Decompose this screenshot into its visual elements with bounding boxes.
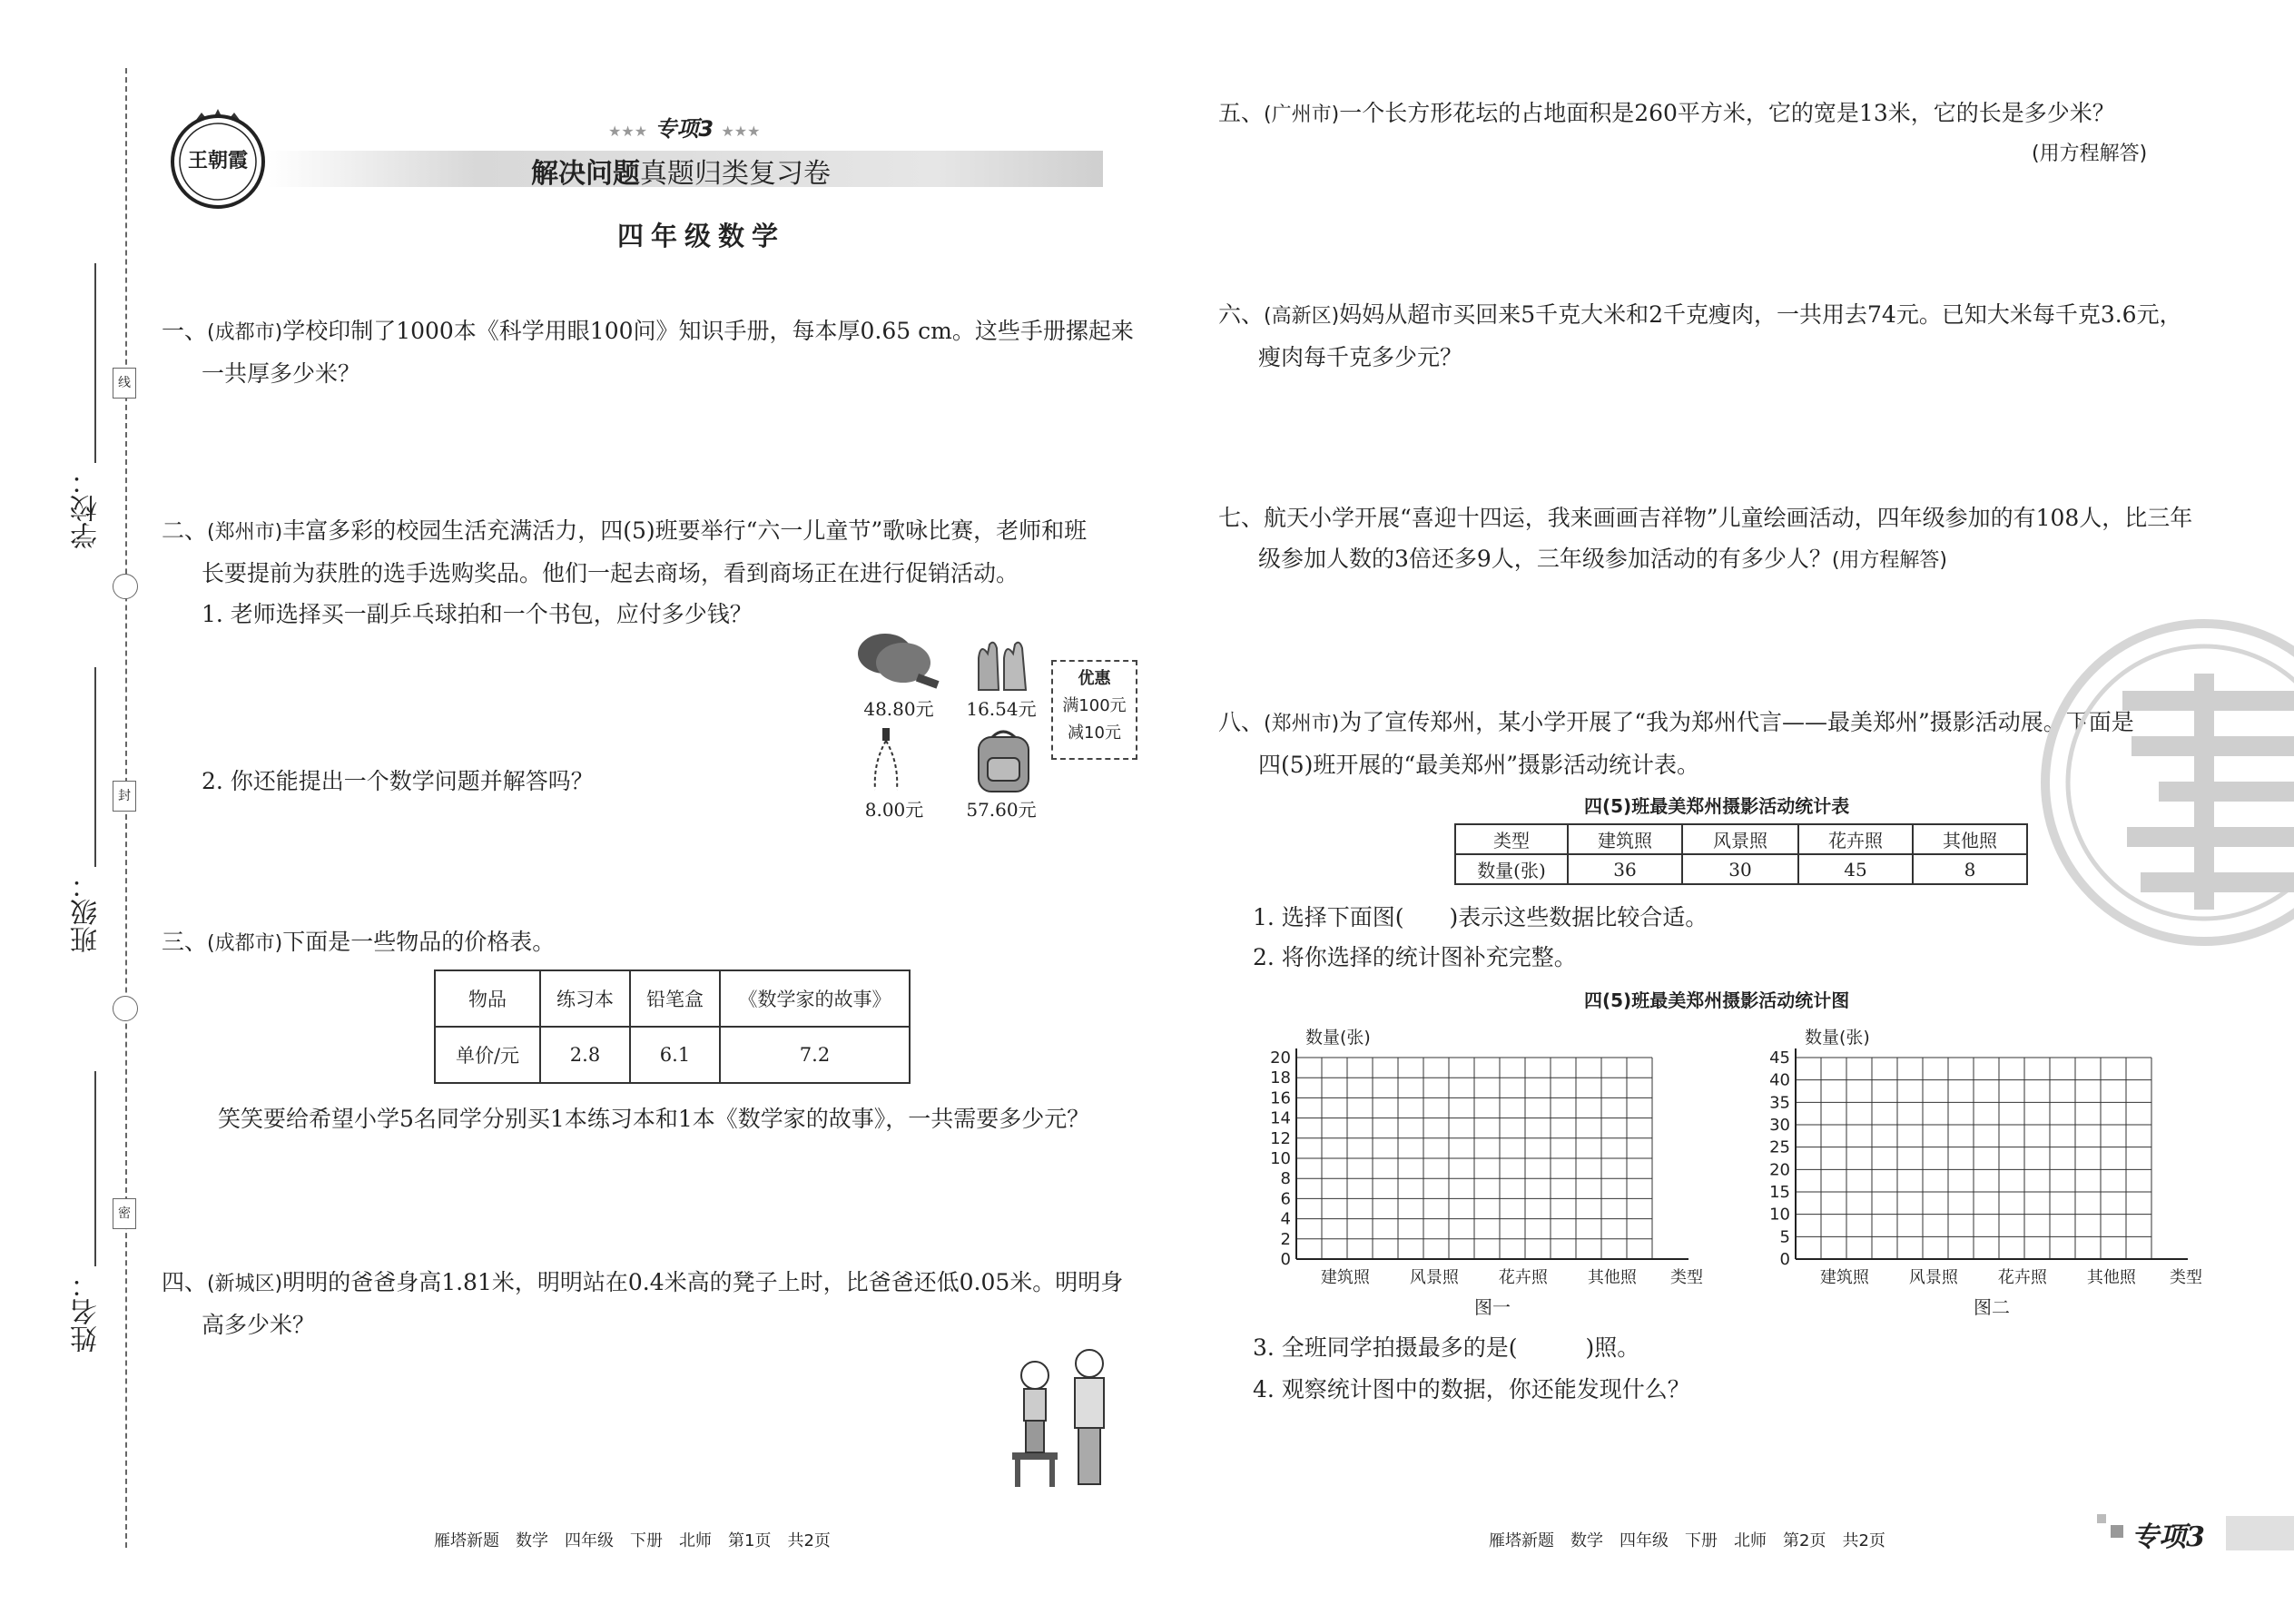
binding-hole-icon: [113, 996, 138, 1021]
question-7: 七、航天小学开展“喜迎十四运，我来画画吉祥物”儿童绘画活动，四年级参加的有108人，比三年 级参加人数的3倍还多9人，三年级参加活动的有多少人？(用方程解答): [1218, 505, 2193, 572]
class-field-line[interactable]: [94, 667, 96, 867]
y-tick-label: 8: [1280, 1169, 1291, 1189]
price-label: 57.60元: [966, 799, 1037, 821]
corner-topic-label: 专项3: [2132, 1521, 2205, 1553]
table-cell: 单价/元: [435, 1027, 540, 1083]
table-cell: 类型: [1455, 824, 1568, 854]
question-8-sub4: 4. 观察统计图中的数据，你还能发现什么？: [1253, 1376, 1690, 1403]
y-tick-label: 40: [1769, 1070, 1790, 1090]
y-tick-label: 45: [1769, 1048, 1790, 1068]
question-1: 一、(成都市)学校印制了1000本《科学用眼100问》知识手册，每本厚0.65 cm。这些手册摞起来 一共厚多少米？: [162, 318, 1134, 387]
y-tick-label: 35: [1769, 1093, 1790, 1113]
price-label: 8.00元: [864, 799, 924, 821]
paper-title: 解决问题真题归类复习卷: [531, 158, 831, 190]
table-cell: 物品: [435, 970, 540, 1027]
star-icon: ★★★: [608, 123, 648, 140]
table-cell: 2.8: [540, 1027, 630, 1083]
question-2-sub2: 2. 你还能提出一个数学问题并解答吗？: [202, 768, 594, 794]
y-tick-label: 2: [1280, 1229, 1291, 1249]
star-icon: ★★★: [721, 123, 761, 140]
table-cell: 7.2: [720, 1027, 910, 1083]
table-cell: 6.1: [630, 1027, 720, 1083]
binding-mark-secret: 密: [113, 1198, 136, 1229]
x-tick-label: 建筑照: [1320, 1268, 1370, 1287]
x-tick-label: 风景照: [1409, 1268, 1459, 1287]
y-tick-label: 30: [1769, 1116, 1790, 1135]
corner-tab: [2226, 1516, 2294, 1550]
table-cell: 36: [1568, 854, 1682, 884]
secret-seal-watermark: [2023, 619, 2294, 955]
table-cell: 铅笔盒: [630, 970, 720, 1027]
y-tick-label: 15: [1769, 1183, 1790, 1202]
price-label: 48.80元: [863, 698, 934, 720]
logo-text: 王朝霞: [187, 150, 248, 172]
question-8-sub2: 2. 将你选择的统计图补充完整。: [1253, 944, 1577, 970]
table-cell: 建筑照: [1568, 824, 1682, 854]
table-cell: 数量(张): [1455, 854, 1568, 884]
y-tick-label: 20: [1769, 1160, 1790, 1180]
x-tick-label: 其他照: [1587, 1268, 1637, 1287]
chart-caption: 图一: [1474, 1296, 1511, 1318]
table-cell: 花卉照: [1798, 824, 1913, 854]
y-tick-label: 10: [1769, 1205, 1790, 1225]
school-label: 学校：: [71, 468, 103, 549]
corner-decoration: [2097, 1514, 2106, 1523]
y-tick-label: 0: [1779, 1250, 1790, 1269]
x-axis-label: 类型: [1670, 1268, 1703, 1287]
table-cell: 8: [1913, 854, 2027, 884]
question-8-sub3: 3. 全班同学拍摄最多的是( )照。: [1253, 1334, 1640, 1361]
table-cell: 其他照: [1913, 824, 2027, 854]
y-tick-label: 18: [1270, 1068, 1291, 1088]
question-3: 三、(成都市)下面是一些物品的价格表。: [162, 929, 556, 955]
gloves-icon: [971, 635, 1035, 698]
x-axis-label: 类型: [2170, 1268, 2202, 1287]
binding-mark-line: 线: [113, 368, 136, 399]
table-cell: 《数学家的故事》: [720, 970, 910, 1027]
promo-box: 优惠 满100元 减10元: [1051, 660, 1137, 760]
x-tick-label: 花卉照: [1498, 1268, 1548, 1287]
y-tick-label: 12: [1270, 1128, 1291, 1148]
price-table: [434, 969, 911, 1084]
school-field-line[interactable]: [94, 263, 96, 463]
class-label: 班级：: [71, 871, 103, 953]
question-5: 五、(广州市)一个长方形花坛的占地面积是260平方米，它的宽是13米，它的长是多少米？: [1218, 100, 2115, 126]
corner-decoration: [2111, 1525, 2123, 1538]
name-field-line[interactable]: [94, 1071, 96, 1266]
x-tick-label: 其他照: [2086, 1268, 2136, 1287]
paper-subtitle: 四年级数学: [617, 221, 786, 251]
brand-logo: [163, 102, 272, 211]
binding-hole-icon: [113, 574, 138, 599]
chart-title: 四(5)班最美郑州摄影活动统计图: [1584, 989, 1850, 1011]
y-tick-label: 6: [1280, 1189, 1291, 1209]
y-tick-label: 14: [1270, 1108, 1291, 1128]
question-8-sub1: 1. 选择下面图( )表示这些数据比较合适。: [1253, 904, 1708, 930]
name-label: 姓名：: [71, 1271, 103, 1353]
x-tick-label: 建筑照: [1819, 1268, 1869, 1287]
x-tick-label: 风景照: [1908, 1268, 1958, 1287]
y-tick-label: 20: [1270, 1048, 1291, 1068]
y-tick-label: 16: [1270, 1088, 1291, 1108]
y-axis-label: 数量(张): [1805, 1028, 1870, 1048]
table-cell: 30: [1682, 854, 1798, 884]
question-2: 二、(郑州市)丰富多彩的校园生活充满活力，四(5)班要举行“六一儿童节”歌咏比赛，老师和班 长要提前为获胜的选手选购奖品。他们一起去商场，看到商场正在进行促销活动。 1. 老师选择买一副乒乓球拍和一个书包，应付多少钱？: [162, 517, 1088, 627]
footer-left: 雁塔新题 数学 四年级 下册 北师 第1页 共2页: [434, 1531, 831, 1550]
x-tick-label: 花卉照: [1997, 1268, 2047, 1287]
footer-right: 雁塔新题 数学 四年级 下册 北师 第2页 共2页: [1489, 1531, 1885, 1550]
topic-badge: ★★★ 专项3 ★★★: [608, 116, 761, 142]
bar-chart-1[interactable]: [1244, 1021, 1716, 1321]
stats-table-title: 四(5)班最美郑州摄影活动统计表: [1584, 795, 1850, 817]
question-4: 四、(新城区)明明的爸爸身高1.81米，明明站在0.4米高的凳子上时，比爸爸还低0.05米。明明身 高多少米？: [162, 1269, 1124, 1338]
bar-chart-2[interactable]: [1743, 1021, 2215, 1321]
question-6: 六、(高新区)妈妈从超市买回来5千克大米和2千克瘦肉，一共用去74元。已知大米每千克3.6元， 瘦肉每千克多少元？: [1218, 301, 2182, 370]
photo-stats-table: [1454, 823, 2028, 885]
y-tick-label: 0: [1280, 1250, 1291, 1269]
y-tick-label: 10: [1270, 1149, 1291, 1168]
table-cell: 45: [1798, 854, 1913, 884]
chart-caption: 图二: [1974, 1296, 2010, 1318]
question-3-prompt: 笑笑要给希望小学5名同学分别买1本练习本和1本《数学家的故事》，一共需要多少元？: [218, 1106, 1090, 1132]
table-cell: 风景照: [1682, 824, 1798, 854]
jump-rope-icon: [864, 726, 910, 798]
table-cell: 练习本: [540, 970, 630, 1027]
backpack-icon: [970, 726, 1038, 798]
father-and-son-illustration: [1008, 1343, 1126, 1492]
y-tick-label: 4: [1280, 1209, 1291, 1229]
y-tick-label: 5: [1779, 1227, 1790, 1247]
question-8: 八、(郑州市)为了宣传郑州，某小学开展了“我为郑州代言——最美郑州”摄影活动展。下面是 四(5)班开展的“最美郑州”摄影活动统计表。: [1218, 709, 2134, 778]
y-axis-label: 数量(张): [1305, 1028, 1371, 1048]
price-label: 16.54元: [966, 698, 1037, 720]
question-5-note: (用方程解答): [2032, 143, 2148, 165]
ping-pong-paddle-icon: [853, 626, 944, 698]
y-tick-label: 25: [1769, 1137, 1790, 1157]
binding-mark-seal: 封: [113, 781, 136, 812]
